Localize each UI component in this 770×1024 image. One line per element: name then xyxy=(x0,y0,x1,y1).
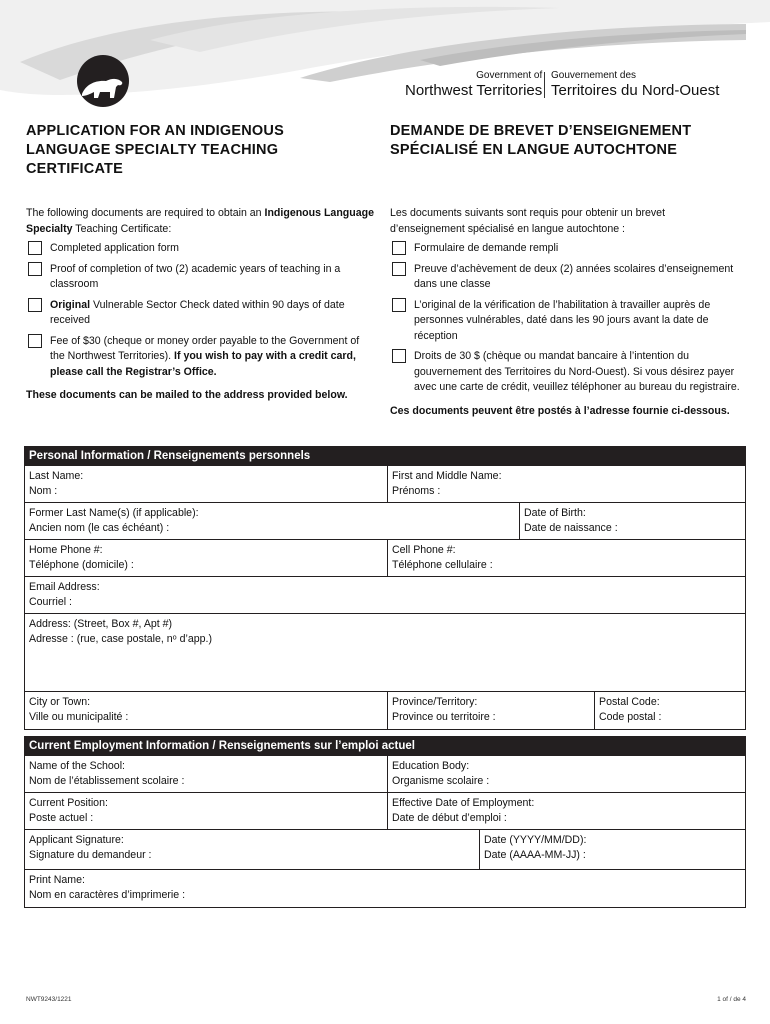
signature-row xyxy=(25,830,745,870)
city-label-fr: Ville ou municipalité : xyxy=(29,711,129,723)
requirements-en xyxy=(26,206,376,404)
intro-text: The following documents are required to obtain an xyxy=(26,207,265,219)
province-label-en: Province/Territory: xyxy=(392,696,478,708)
requirement-item xyxy=(390,298,742,345)
school-label-en: Name of the School: xyxy=(29,760,125,772)
gov-en-big: Northwest Territories xyxy=(405,82,543,99)
requirement-item xyxy=(390,262,742,293)
requirement-item xyxy=(26,241,376,257)
requirement-checkbox[interactable] xyxy=(392,241,406,255)
date-label-en: Date (YYYY/MM/DD): xyxy=(484,834,587,846)
city-row xyxy=(25,692,745,730)
requirement-label: Fee of $30 (cheque or money order payable to the Government of the Northwest Territories). xyxy=(50,334,360,362)
school-name-field[interactable] xyxy=(25,756,387,792)
employment-info-table xyxy=(24,756,746,908)
requirement-label: L’original de la vérification de l’habilitation à travailler auprès de personnes vulnérables, daté dans les 90 jours avant la date de réception xyxy=(414,298,711,342)
current-position-field[interactable] xyxy=(25,793,387,829)
effective-date-label-en: Effective Date of Employment: xyxy=(392,797,535,809)
government-wordmark-fr xyxy=(551,70,719,99)
requirements-intro-fr: Les documents suivants sont requis pour obtenir un brevet d’enseignement spécialisé en langue autochtone : xyxy=(390,207,666,235)
wordmark-divider xyxy=(544,72,545,98)
date-label-fr: Date (AAAA-MM-JJ) : xyxy=(484,849,586,861)
requirements-fr xyxy=(390,206,742,419)
cell-phone-label-en: Cell Phone #: xyxy=(392,544,456,556)
polar-bear-logo-icon xyxy=(76,54,130,108)
email-field[interactable] xyxy=(25,577,745,613)
requirement-label-bold: If you wish to pay with a credit card, please call the Registrar’s Office. xyxy=(50,350,356,378)
position-label-fr: Poste actuel : xyxy=(29,812,94,824)
email-label-fr: Courriel : xyxy=(29,596,72,608)
applicant-signature-field[interactable] xyxy=(25,830,479,869)
gov-fr-big: Territoires du Nord-Ouest xyxy=(551,82,720,99)
province-field[interactable] xyxy=(387,692,594,729)
requirement-checkbox[interactable] xyxy=(28,334,42,348)
requirement-label: Droits de 30 $ (chèque ou mandat bancaire à l’intention du gouvernement des Territoires du Nord-Ouest). Si vous désirez payer avec une carte de crédit, veuillez téléphoner au bureau du registraire. xyxy=(414,350,740,393)
cell-phone-label-fr: Téléphone cellulaire : xyxy=(392,559,493,571)
requirement-item xyxy=(26,262,376,293)
city-field[interactable] xyxy=(25,692,387,729)
former-name-row xyxy=(25,503,745,540)
date-of-birth-field[interactable] xyxy=(519,503,745,539)
effective-date-label-fr: Date de début d’emploi : xyxy=(392,812,507,824)
personal-info-header: Personal Information / Renseignements personnels xyxy=(24,446,746,466)
requirement-item xyxy=(390,349,742,396)
former-name-label-fr: Ancien nom (le cas échéant) : xyxy=(29,522,170,534)
employment-info-header: Current Employment Information / Renseignements sur l’emploi actuel xyxy=(24,736,746,756)
education-body-field[interactable] xyxy=(387,756,745,792)
signature-label-en: Applicant Signature: xyxy=(29,834,124,846)
name-row xyxy=(25,466,745,503)
gov-fr-small: Gouvernement des xyxy=(551,70,637,81)
requirement-checkbox[interactable] xyxy=(28,298,42,312)
dob-label-fr: Date de naissance : xyxy=(524,522,618,534)
education-body-label-en: Education Body: xyxy=(392,760,470,772)
postal-code-field[interactable] xyxy=(594,692,745,729)
requirement-label: Vulnerable Sector Check dated within 90 days of date received xyxy=(50,298,345,326)
requirement-checkbox[interactable] xyxy=(392,298,406,312)
city-label-en: City or Town: xyxy=(29,696,91,708)
form-code: NWT9243/1221 xyxy=(26,996,72,1003)
requirements-intro-en xyxy=(26,206,376,237)
dob-label-en: Date of Birth: xyxy=(524,507,586,519)
position-label-en: Current Position: xyxy=(29,797,108,809)
former-name-field[interactable] xyxy=(25,503,519,539)
home-phone-label-en: Home Phone #: xyxy=(29,544,103,556)
address-row xyxy=(25,614,745,692)
requirement-label: Formulaire de demande rempli xyxy=(414,242,559,254)
last-name-label-fr: Nom : xyxy=(29,485,58,497)
personal-info-table xyxy=(24,466,746,730)
home-phone-field[interactable] xyxy=(25,540,387,576)
email-label-en: Email Address: xyxy=(29,581,100,593)
first-name-field[interactable] xyxy=(387,466,745,502)
school-row xyxy=(25,756,745,793)
mail-note-fr: Ces documents peuvent être postés à l’adresse fournie ci-dessous. xyxy=(390,404,730,417)
address-field[interactable] xyxy=(25,614,745,691)
mail-note-en: These documents can be mailed to the address provided below. xyxy=(26,389,348,401)
signature-date-field[interactable] xyxy=(479,830,745,869)
requirement-item xyxy=(390,241,742,257)
postal-label-en: Postal Code: xyxy=(599,696,660,708)
form-title-en: APPLICATION FOR AN INDIGENOUS LANGUAGE SPECIALTY TEACHING CERTIFICATE xyxy=(26,123,284,177)
first-name-label-fr: Prénoms : xyxy=(392,485,441,497)
postal-label-fr: Code postal : xyxy=(599,711,662,723)
print-name-label-fr: Nom en caractères d’imprimerie : xyxy=(29,889,186,901)
requirement-label-bold: Original xyxy=(50,298,91,311)
requirement-item xyxy=(26,298,376,329)
requirement-checkbox[interactable] xyxy=(28,241,42,255)
print-name-field[interactable] xyxy=(25,870,745,907)
intro-text-end: Teaching Certificate: xyxy=(72,222,172,235)
email-row xyxy=(25,577,745,614)
requirement-label: Preuve d’achèvement de deux (2) années scolaires d’enseignement dans une classe xyxy=(414,262,734,290)
requirement-label: Proof of completion of two (2) academic years of teaching in a classroom xyxy=(50,262,341,290)
government-wordmark-en xyxy=(405,70,542,99)
school-label-fr: Nom de l’établissement scolaire : xyxy=(29,775,185,787)
print-name-row xyxy=(25,870,745,908)
intro-bold: Indigenous Language Specialty xyxy=(26,207,374,235)
effective-date-field[interactable] xyxy=(387,793,745,829)
signature-label-fr: Signature du demandeur : xyxy=(29,849,152,861)
address-label-en: Address: (Street, Box #, Apt #) xyxy=(29,618,173,630)
address-label-fr: Adresse : (rue, case postale, nᵒ d’app.) xyxy=(29,633,213,645)
page-number: 1 of / de 4 xyxy=(717,996,746,1003)
print-name-label-en: Print Name: xyxy=(29,874,85,886)
education-body-label-fr: Organisme scolaire : xyxy=(392,775,490,787)
first-name-label-en: First and Middle Name: xyxy=(392,470,502,482)
former-name-label-en: Former Last Name(s) (if applicable): xyxy=(29,507,199,519)
form-title-fr: DEMANDE DE BREVET D’ENSEIGNEMENT SPÉCIALISÉ EN LANGUE AUTOCHTONE xyxy=(390,123,692,158)
position-row xyxy=(25,793,745,830)
phone-row xyxy=(25,540,745,577)
cell-phone-field[interactable] xyxy=(387,540,745,576)
last-name-field[interactable] xyxy=(25,466,387,502)
requirement-label: Completed application form xyxy=(50,242,179,254)
requirement-checkbox[interactable] xyxy=(28,262,42,276)
requirement-checkbox[interactable] xyxy=(392,349,406,363)
requirement-item xyxy=(26,334,376,381)
gov-en-small: Government of xyxy=(476,70,543,81)
home-phone-label-fr: Téléphone (domicile) : xyxy=(29,559,134,571)
requirement-checkbox[interactable] xyxy=(392,262,406,276)
last-name-label-en: Last Name: xyxy=(29,470,84,482)
province-label-fr: Province ou territoire : xyxy=(392,711,496,723)
